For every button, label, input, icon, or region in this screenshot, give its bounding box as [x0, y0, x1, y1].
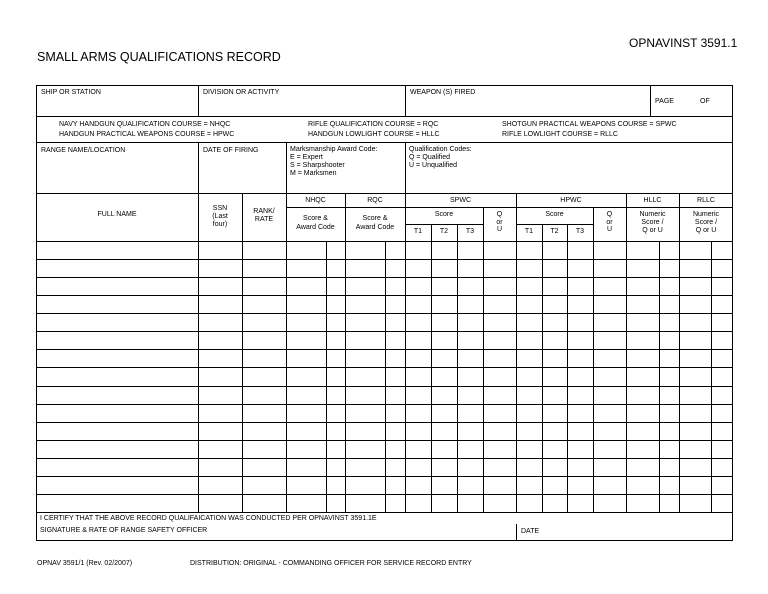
- course-rllc: RIFLE LOWLIGHT COURSE = RLLC: [502, 131, 618, 138]
- weapons-fired-label: WEAPON (S) FIRED: [410, 89, 476, 96]
- qual-code-q: Q = Qualified: [409, 154, 451, 161]
- hllc-header: HLLC: [643, 197, 662, 204]
- ssn-header-1: SSN: [212, 205, 228, 212]
- ssn-header-3: four): [212, 221, 228, 228]
- certify-statement: I CERTIFY THAT THE ABOVE RECORD QUALIFAICATION WAS CONDUCTED PER OPNAVINST 3591.1E: [40, 515, 377, 522]
- hpwc-header: HPWC: [560, 197, 582, 204]
- ssn-header-2: (Last: [212, 213, 228, 220]
- course-nhqc: NAVY HANDGUN QUALIFICATION COURSE = NHQC: [59, 121, 231, 128]
- form-number: OPNAV 3591/1 (Rev. 02/2007): [37, 560, 133, 567]
- award-code-title: Marksmanship Award Code:: [290, 146, 378, 153]
- hllc-numeric-1: Numeric: [639, 211, 666, 218]
- page-label: PAGE: [655, 98, 674, 105]
- division-activity-label: DIVISION OR ACTIVITY: [203, 89, 280, 96]
- rqc-score-award-2: Award Code: [355, 224, 395, 231]
- spwc-qou-1: Q: [496, 211, 503, 218]
- page-title: SMALL ARMS QUALIFICATIONS RECORD: [37, 50, 281, 64]
- full-name-header: FULL NAME: [97, 211, 137, 218]
- rllc-numeric-3: Q or U: [695, 227, 717, 234]
- course-hpwc: HANDGUN PRACTICAL WEAPONS COURSE = HPWC: [59, 131, 235, 138]
- spwc-t3: T3: [465, 228, 475, 235]
- rank-header-2: RATE: [254, 216, 274, 223]
- spwc-t1: T1: [413, 228, 423, 235]
- hpwc-qou-3: U: [606, 226, 613, 233]
- hpwc-score-header: Score: [545, 211, 564, 218]
- course-spwc: SHOTGUN PRACTICAL WEAPONS COURSE = SPWC: [502, 121, 677, 128]
- hllc-numeric-3: Q or U: [642, 227, 663, 234]
- page-of-label: OF: [700, 98, 710, 105]
- rqc-score-award-1: Score &: [362, 215, 388, 222]
- instruction-number: OPNAVINST 3591.1: [629, 36, 738, 50]
- spwc-t2: T2: [439, 228, 449, 235]
- ship-station-label: SHIP OR STATION: [41, 89, 101, 96]
- hpwc-t2: T2: [550, 228, 559, 235]
- course-hllc: HANDGUN LOWLIGHT COURSE = HLLC: [308, 131, 440, 138]
- nhqc-header: NHQC: [305, 197, 326, 204]
- hpwc-t3: T3: [575, 228, 585, 235]
- hpwc-t1: T1: [524, 228, 534, 235]
- spwc-qou-2: or: [496, 219, 503, 226]
- rllc-header: RLLC: [697, 197, 715, 204]
- course-rqc: RIFLE QUALIFICATION COURSE = RQC: [308, 121, 439, 128]
- hllc-numeric-2: Score /: [641, 219, 664, 226]
- hpwc-qou-2: or: [606, 219, 613, 226]
- rllc-numeric-1: Numeric: [692, 211, 720, 218]
- nhqc-score-award-2: Award Code: [296, 224, 335, 231]
- spwc-score-header: Score: [434, 211, 454, 218]
- range-location-label: RANGE NAME/LOCATION: [41, 147, 126, 154]
- qual-code-title: Qualification Codes:: [409, 146, 472, 153]
- distribution-note: DISTRIBUTION: ORIGINAL - COMMANDING OFFICER FOR SERVICE RECORD ENTRY: [190, 560, 472, 567]
- rank-header-1: RANK/: [253, 208, 275, 215]
- award-code-e: E = Expert: [290, 154, 323, 161]
- rllc-numeric-2: Score /: [694, 219, 718, 226]
- spwc-header: SPWC: [450, 197, 471, 204]
- nhqc-score-award-1: Score &: [303, 215, 328, 222]
- award-code-s: S = Sharpshooter: [290, 162, 345, 169]
- qual-code-u: U = Unqualified: [409, 162, 458, 169]
- certify-date-label: DATE: [521, 528, 540, 535]
- spwc-qou-3: U: [496, 226, 503, 233]
- date-of-firing-label: DATE OF FIRING: [203, 147, 259, 154]
- award-code-m: M = Marksmen: [290, 170, 337, 177]
- signature-label: SIGNATURE & RATE OF RANGE SAFETY OFFICER: [40, 527, 208, 534]
- hpwc-qou-1: Q: [606, 211, 613, 218]
- rqc-header: RQC: [367, 197, 383, 204]
